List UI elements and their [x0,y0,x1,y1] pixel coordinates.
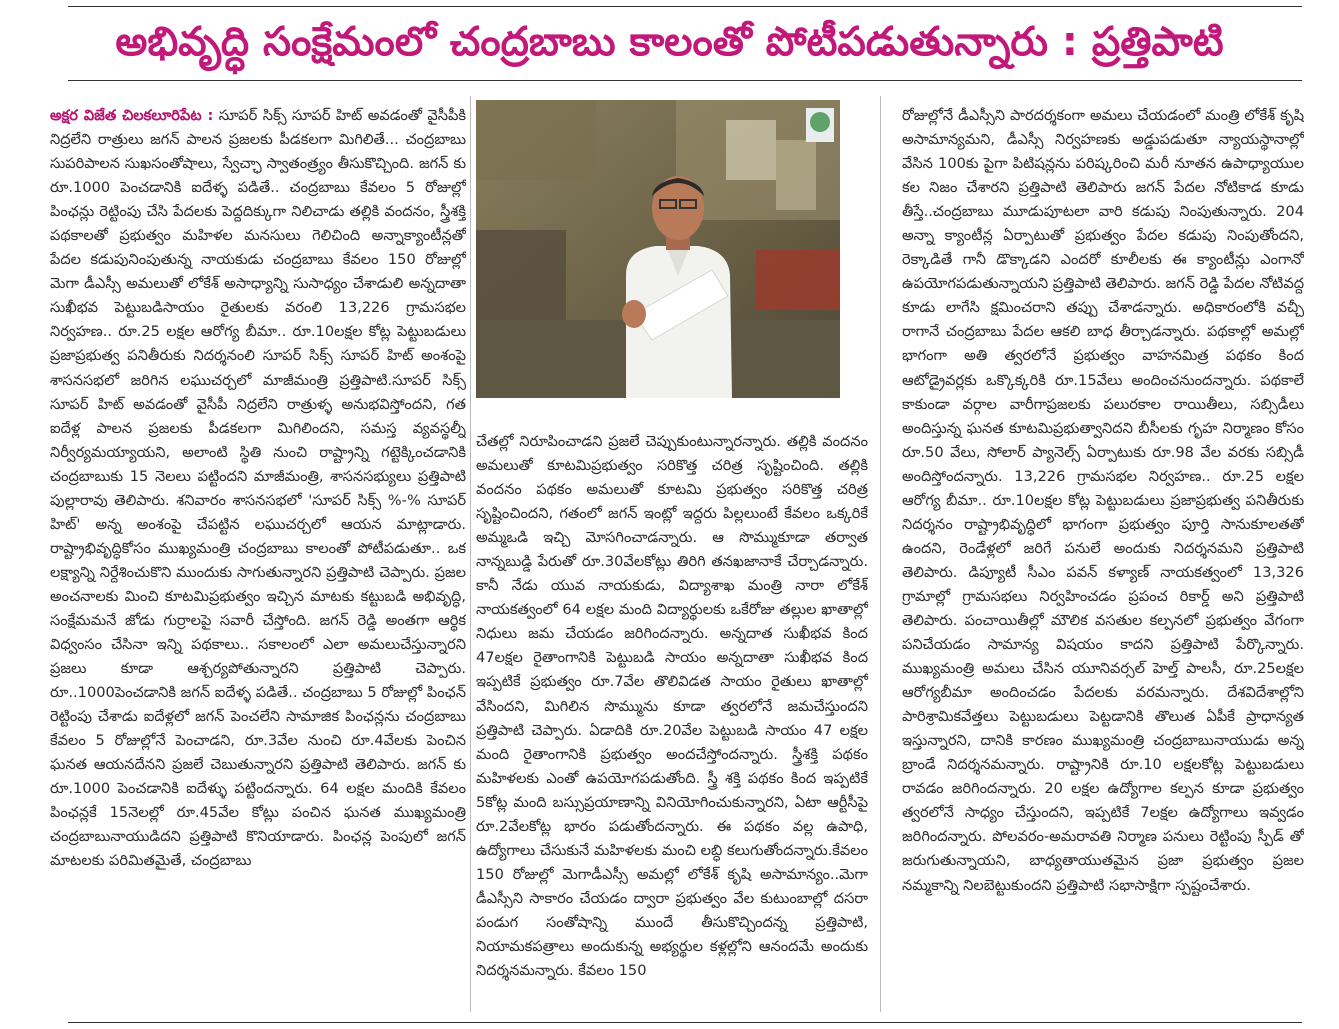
article-column-1 [50,104,466,1012]
column-divider-1 [470,96,471,1012]
top-rule [68,6,1302,7]
bottom-rule [68,1022,1302,1023]
headline-rule [68,80,1302,81]
column-2-text: చేతల్లో నిరూపించాడని ప్రజలే చెప్పుకుంటున్నారన్నారు. తల్లికి వందనం అమలుతో కూటమిప్రభుత్వం సరికొత్త చరిత్ర సృష్టించింది. తల్లికి వందనం పథకం అమలుతో కూటమి ప్రభుత్వం సరికొత్త చరిత్ర సృష్టించిందని, గతంలో జగన్ ఇంట్లో ఇద్దరు పిల్లలుంటే కేవలం ఒక్కరికే అమ్మఒడి ఇచ్చి మోసగించాడన్నారు. ఆ సొమ్ముకూడా తర్వాత నాన్నబుడ్డి పేరుతో రూ.30వేలకోట్లు తిరిగి తనఖజానాకే చేర్చాడన్నారు. కానీ నేడు యువ నాయకుడు, విద్యాశాఖ మంత్రి నారా లోకేశ్ నాయకత్వంలో 64 లక్షల మంది విద్యార్థులకు ఒకేరోజు తల్లుల ఖాతాల్లో నిధులు జమ చేయడం జరిగిందన్నారు. అన్నదాత సుఖీభవ కింద 47లక్షల రైతాంగానికి పెట్టుబడి సాయం అన్నదాతా సుఖీభవ కింద ఇప్పటికే ప్రభుత్వం రూ.7వేల తొలివిడత సాయం రైతులు ఖాతాల్లో వేసిందని, మిగిలిన సొమ్మును కూడా త్వరలోనే జమచేస్తుందని ప్రత్తిపాటి చెప్పారు. ఏడాదికి రూ.20వేల పెట్టుబడి సాయం 47 లక్షల మంది రైతాంగానికి ప్రభుత్వం అందచేస్తోందన్నారు. స్త్రీశక్తి పథకం మహిళలకు ఎంతో ఉపయోగపడుతోంది. స్త్రీ శక్తి పథకం కింద ఇప్పటికే 5కోట్ల మంది బస్సుప్రయాణాన్ని వినియోగించుకున్నారని, ఏటా ఆర్టీసీపై రూ.2వేలకోట్ల భారం పడుతోందన్నారు. ఈ పథకం వల్ల ఉపాధి, ఉద్యోగాలు చేసుకునే మహిళలకు మంచి లబ్ధి కలుగుతోందన్నారు.కేవలం 150 రోజుల్లో మెగాడీఎస్సీ అమల్లో లోకేశ్ కృషి అసామాన్యం..మెగా డీఎస్సీని సాకారం చేయడం ద్వారా ప్రభుత్వం వేల కుటుంబాల్లో దసరా పండుగ సంతోషాన్ని ముందే తీసుకొచ్చిందన్న ప్రత్తిపాటి, నియామకపత్రాలు అందుకున్న అభ్యర్థుల కళ్లల్లోని ఆనందమే అందుకు నిదర్శనమన్నారు. కేవలం 150 [476,433,868,980]
column-divider-2 [880,96,881,1012]
article-column-3 [902,104,1304,1012]
headline: అభివృద్ధి సంక్షేమంలో చంద్రబాబు కాలంతో పోటీపడుతున్నారు : ప్రత్తిపాటి [115,19,1224,65]
assembly-speaker-photo [476,100,840,398]
column-1-text: సూపర్ సిక్స్ సూపర్ హిట్ అవడంతో వైసీపీకి నిద్రలేని రాత్రులు జగన్ పాలన ప్రజలకు పీడకలగా మిగిలితే... చంద్రబాబు సుపరిపాలన సుఖసంతోషాలు, స్వేచ్ఛా స్వాతంత్ర్యం తీసుకొచ్చింది. జగన్ కు రూ.1000 పెంచడానికి ఐదేళ్ళ పడితే.. చంద్రబాబు కేవలం 5 రోజుల్లో పింఛన్లు రెట్టింపు చేసి పేదలకు పెద్దదిక్కుగా నిలిచాడు తల్లికి వందనం, స్త్రీశక్తి పథకాలతో ప్రభుత్వం మహిళల మనసులు గెలిచింది అన్నాక్యాంటీన్లతో పేదల కడుపునింపుతున్న నాయకుడు చంద్రబాబు కేవలం 150 రోజుల్లో మెగా డీఎస్సీ అమలుతో లోకేశ్ అసాధ్యాన్ని సుసాధ్యం చేశాడులి అన్నదాతా సుఖీభవ పెట్టుబడిసాయం రైతులకు వరంలి 13,226 గ్రామసభల నిర్వహణ.. రూ.25 లక్షల ఆరోగ్య బీమా.. రూ.10లక్షల కోట్ల పెట్టుబడులు ప్రజాప్రభుత్వ పనితీరుకు నిదర్శనంలి సూపర్ సిక్స్ సూపర్ హిట్ అంశంపై శాసనసభలో జరిగిన లఘుచర్చలో మాజీమంత్రి ప్రత్తిపాటి.సూపర్ సిక్స్ సూపర్ హిట్ అవడంతో వైసీపీ నిద్రలేని రాత్రుళ్ళ అనుభవిస్తోందని, గత ఐదేళ్ల పాలన ప్రజలకు పీడకలగా మిగిలిందని, సమస్త వ్యవస్థల్నీ నిర్వీర్యమయ్యాయని, అలాంటి స్థితి నుంచి రాష్ట్రాన్ని గట్టెక్కించడానికి చంద్రబాబుకు 15 నెలలు పట్టిందని మాజీమంత్రి, శాసనసభ్యులు ప్రత్తిపాటి పుల్లారావు తెలిపారు. శనివారం శాసనసభలో 'సూపర్ సిక్స్ %-% సూపర్ హిట్' అన్న అంశంపై చేపట్టిన లఘుచర్చలో ఆయన మాట్లాడారు. రాష్ట్రాభివృద్ధికోసం ముఖ్యమంత్రి చంద్రబాబు కాలంతో పోటీపడుతూ.. ఒక లక్ష్యాన్ని నిర్దేశించుకొని ముందుకు సాగుతున్నారని ప్రత్తిపాటి చెప్పారు. ప్రజల అంచనాలకు మించి కూటమిప్రభుత్వం ఇచ్చిన మాటకు కట్టుబడి అభివృద్ధి, సంక్షేమమనే జోడు గుర్రాలపై సవారీ చేస్తోంది. జగన్ రెడ్డి అంతగా ఆర్థిక విధ్వంసం చేసినా ఇన్ని పథకాలు.. సకాలంలో ఎలా అమలుచేస్తున్నారని ప్రజలు కూడా ఆశ్చర్యపోతున్నారని ప్రత్తిపాటి చెప్పారు. రూ..1000పెంచడానికి జగన్ ఐదేళ్ళ పడితే.. చంద్రబాబు 5 రోజుల్లో పింఛన్ రెట్టింపు చేశాడు ఐదేళ్లలో జగన్ పెంచలేని సామాజిక పింఛన్లను చంద్రబాబు కేవలం 5 రోజుల్లోనే పెంచాడని, రూ.3వేల నుంచి రూ.4వేలకు పెంచిన ఘనత ఆయనదేనని ప్రజలే చెబుతున్నారని ప్రత్తిపాటి తెలిపారు. జగన్ కు రూ.1000 పెంచడానికి ఐదేళ్ళు పట్టిందన్నారు. 64 లక్షల మందికి కేవలం పింఛన్లకే 15నెలల్లో రూ.45వేల కోట్లు పంచిన ఘనత ముఖ్యమంత్రి చంద్రబాబునాయుడిదని ప్రత్తిపాటి కొనియాడారు. పింఛన్ల పెంపులో జగన్ మాటలకు పరిమితమైతే, చంద్రబాబు [50,107,466,870]
article-column-2 [476,430,868,1010]
byline: అక్షర విజేత చిలకలూరిపేట : [50,107,214,124]
column-3-text: రోజుల్లోనే డీఎస్సీని పారదర్శకంగా అమలు చేయడంలో మంత్రి లోకేశ్ కృషి అసామాన్యమని, డీఎస్సీ నిర్వహణకు అడ్డుపడుతూ న్యాయస్థానాల్లో వేసిన 100కు పైగా పిటిషన్లను పరిష్కరించి మరీ నూతన ఉపాధ్యాయుల కల నిజం చేశారని ప్రత్తిపాటి తెలిపారు జగన్ పేదల నోటికాడ కూడు తీస్తే..చంద్రబాబు మూడుపూటలా వారి కడుపు నింపుతున్నారు. 204 అన్నా క్యాంటీన్ల ఏర్పాటుతో ప్రభుత్వం పేదల కడుపు నింపుతోందని, రెక్కాడితే గానీ డొక్కాడని ఎందరో కూలీలకు ఈ క్యాంటీన్లు ఎంగానో ఉపయోగపడుతున్నాయని ప్రత్తిపాటి తెలిపారు. జగన్ రెడ్డి పేదల నోటివద్ద కూడు లాగేసి క్షమించరాని తప్పు చేశాడన్నారు. అధికారంలోకి వచ్చీ రాగానే చంద్రబాబు పేదల ఆకలి బాధ తీర్చాడన్నారు. పథకాల్లో అమల్లో భాగంగా అతి త్వరలోనే ప్రభుత్వం వాహనమిత్ర పథకం కింద ఆటోడ్రైవర్లకు ఒక్కొక్కరికి రూ.15వేలు అందించనుందన్నారు. పథకాలే కాకుండా వర్గాల వారీగాప్రజలకు పలురకాల రాయితీలు, సబ్సిడీలు అందిస్తున్న ఘనత కూటమిప్రభుత్వానిదని బీసీలకు గృహ నిర్మాణం కోసం రూ.50 వేలు, సోలార్ ప్యానెల్స్ ఏర్పాటుకు రూ.98 వేల వరకు సబ్సిడీ అందిస్తోందన్నారు. 13,226 గ్రామసభల నిర్వహణ.. రూ.25 లక్షల ఆరోగ్య బీమా.. రూ.10లక్షల కోట్ల పెట్టుబడులు ప్రజాప్రభుత్వ పనితీరుకు నిదర్శనం రాష్ట్రాభివృద్ధిలో భాగంగా ప్రభుత్వం పూర్తి సానుకూలతతో ఉందని, రెండేళ్లలో జరిగే పనులే అందుకు నిదర్శనమని ప్రత్తిపాటి తెలిపారు. డిప్యూటీ సీఎం పవన్ కళ్యాణ్ నాయకత్వంలో 13,326 గ్రామాల్లో గ్రామసభలు నిర్వహించడం ప్రపంచ రికార్డ్ అని ప్రత్తిపాటి తెలిపారు. పంచాయితీల్లో మౌలిక వసతుల కల్పనలో ప్రభుత్వం వేగంగా పనిచేయడం సామాన్య విషయం కాదని ప్రత్తిపాటి పేర్కొన్నారు. ముఖ్యమంత్రి అమలు చేసిన యూనివర్సల్ హెల్త్ పాలసీ, రూ.25లక్షల ఆరోగ్యబీమా అందించడం పేదలకు వరమన్నారు. దేశవిదేశాల్లోని పారిశ్రామికవేత్తలు పెట్టుబడులు పెట్టడానికి తొలుత ఏపీకే ప్రాధాన్యత ఇస్తున్నారని, దానికి కారణం ముఖ్యమంత్రి చంద్రబాబునాయుడు అన్న బ్రాండే నిదర్శనమన్నారు. రాష్ట్రానికి రూ.10 లక్షలకోట్ల పెట్టుబడులు రావడం జరిగిందన్నారు. 20 లక్షల ఉద్యోగాల కల్పన కూడా ప్రభుత్వం త్వరలోనే సాధ్యం చేస్తుందని, ఇప్పటికే 7లక్షల ఉద్యోగాలు ఇవ్వడం జరిగిందన్నారు. పోలవరం-అమరావతి నిర్మాణ పనులు రెట్టింపు స్పీడ్ తో జరుగుతున్నాయని, బాధ్యతాయుతమైన ప్రజా ప్రభుత్వం ప్రజల నమ్మకాన్ని నిలబెట్టుకుందని ప్రత్తిపాటి సభాసాక్షిగా స్పష్టంచేశారు. [902,107,1304,894]
